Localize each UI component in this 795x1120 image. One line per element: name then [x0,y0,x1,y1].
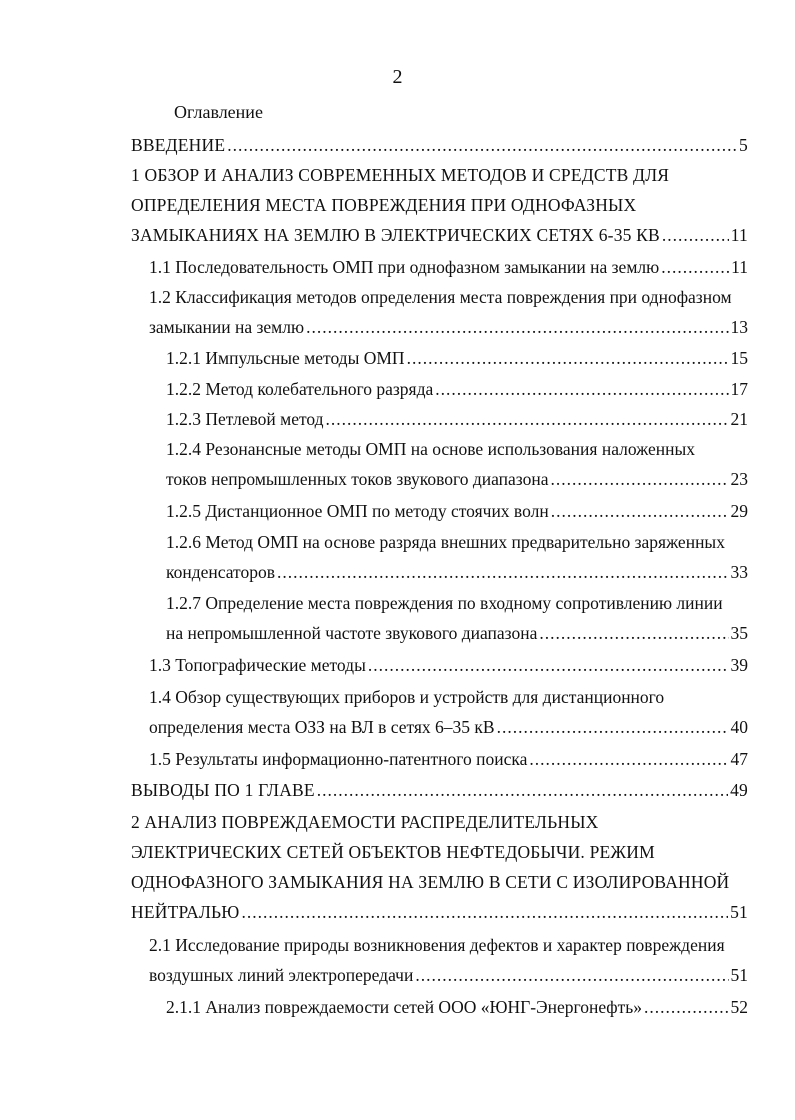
leader-dots [306,312,728,342]
toc-entry-title: токов непромышленных токов звукового диапазона [166,469,549,489]
leader-dots [497,712,729,742]
leader-dots [661,252,729,282]
toc-entry-title: на непромышленной частоте звукового диапазона [166,623,538,643]
leader-dots [644,992,728,1022]
toc-entry-title: 1.2.2 Метод колебательного разряда [166,379,434,399]
toc-entry-page: 47 [730,749,748,769]
toc-entry-chapter-2[interactable] [131,807,748,927]
toc-entry-title: воздушных линий электропередачи [149,965,414,985]
toc-entry-conclusions-1[interactable] [131,775,748,805]
toc-entry-title: определения места ОЗЗ на ВЛ в сетях 6–35 кВ [149,717,495,737]
toc-entry-section-1-1[interactable] [149,252,748,282]
toc-entry-page: 11 [730,225,748,245]
toc-entry-page: 39 [730,655,748,675]
leader-dots [415,960,728,990]
toc-entry-page: 51 [730,965,748,985]
toc-entry-page: 52 [730,997,748,1017]
toc-entry-title: 1.2.3 Петлевой метод [166,409,324,429]
toc-entry-page: 13 [730,317,748,337]
toc-entry-section-2-1-1[interactable] [166,992,748,1022]
toc-entry-title: 2.1.1 Анализ повреждаемости сетей ООО «ЮНГ-Энергонефть» [166,997,643,1017]
toc-entry-page: 49 [730,780,748,800]
toc-entry-page: 33 [730,562,748,582]
toc-entry-page: 15 [730,348,748,368]
toc-entry-title: 1.5 Результаты информационно-патентного поиска [149,749,528,769]
toc-entry-page: 35 [730,623,748,643]
toc-entry-page: 11 [731,257,748,277]
toc-entry-title: замыкании на землю [149,317,305,337]
toc-entry-section-1-5[interactable] [149,744,748,774]
leader-dots [326,404,729,434]
toc-entry-section-1-2-3[interactable] [166,404,748,434]
toc-entry-title: 1.2.6 Метод ОМП на основе разряда внешних предварительно заряженных [166,532,725,552]
toc-entry-title: 1.1 Последовательность ОМП при однофазном замыкании на землю [149,257,660,277]
toc-entry-section-1-2[interactable] [149,282,748,342]
leader-dots [529,744,728,774]
toc-entry-title: ОПРЕДЕЛЕНИЯ МЕСТА ПОВРЕЖДЕНИЯ ПРИ ОДНОФАЗНЫХ [131,195,637,215]
toc-entry-section-1-4[interactable] [149,682,748,742]
toc-entry-section-1-2-7[interactable] [166,588,748,648]
toc-entry-section-1-2-1[interactable] [166,343,748,373]
toc-entry-section-2-1[interactable] [149,930,748,990]
toc-entry-title: 1.2.4 Резонансные методы ОМП на основе использования наложенных [166,439,696,459]
toc-entry-title: 2.1 Исследование природы возникновения дефектов и характер повреждения [149,935,725,955]
toc-entry-page: 23 [730,469,748,489]
toc-entry-title: конденсаторов [166,562,275,582]
toc-entry-title: ЭЛЕКТРИЧЕСКИХ СЕТЕЙ ОБЪЕКТОВ НЕФТЕДОБЫЧИ. РЕЖИМ [131,842,655,862]
toc-entry-title: 1.3 Топографические методы [149,655,366,675]
toc-entry-title: ОДНОФАЗНОГО ЗАМЫКАНИЯ НА ЗЕМЛЮ В СЕТИ С ИЗОЛИРОВАННОЙ [131,872,730,892]
leader-dots [551,464,729,494]
toc-entry-section-1-2-4[interactable] [166,434,748,494]
toc-entry-title: ВВЕДЕНИЕ [131,135,226,155]
toc-entry-title: 1 ОБЗОР И АНАЛИЗ СОВРЕМЕННЫХ МЕТОДОВ И СРЕДСТВ ДЛЯ [131,165,670,185]
toc-title: Оглавление [174,102,263,122]
leader-dots [277,557,729,587]
toc-entry-section-1-2-6[interactable] [166,527,748,587]
toc-entry-page: 5 [739,135,748,155]
leader-dots [368,650,729,680]
toc-entry-title: 1.4 Обзор существующих приборов и устройств для дистанционного [149,687,665,707]
leader-dots [227,130,737,160]
toc-entry-page: 17 [730,379,748,399]
leader-dots [551,496,729,526]
toc-entry-introduction[interactable] [131,130,748,160]
toc-entry-page: 21 [730,409,748,429]
toc-entry-title: 1.2.5 Дистанционное ОМП по методу стоячих волн [166,501,549,521]
toc-entry-page: 51 [730,902,748,922]
toc-entry-section-1-3[interactable] [149,650,748,680]
leader-dots [662,220,729,250]
leader-dots [435,374,728,404]
toc-entry-chapter-1[interactable] [131,160,748,250]
leader-dots [242,897,729,927]
toc-entry-title: 2 АНАЛИЗ ПОВРЕЖДАЕМОСТИ РАСПРЕДЕЛИТЕЛЬНЫХ [131,812,599,832]
leader-dots [407,343,729,373]
toc-entry-page: 29 [730,501,748,521]
toc-entry-title: 1.2.1 Импульсные методы ОМП [166,348,405,368]
toc-entry-title: НЕЙТРАЛЬЮ [131,902,240,922]
leader-dots [317,775,728,805]
page-number: 2 [392,66,403,88]
toc-entry-title: 1.2.7 Определение места повреждения по входному сопротивлению линии [166,593,723,613]
toc-entry-title: ЗАМЫКАНИЯХ НА ЗЕМЛЮ В ЭЛЕКТРИЧЕСКИХ СЕТЯХ 6-35 КВ [131,225,660,245]
leader-dots [539,618,728,648]
toc-entry-section-1-2-5[interactable] [166,496,748,526]
toc-entry-page: 40 [730,717,748,737]
toc-entry-title: ВЫВОДЫ ПО 1 ГЛАВЕ [131,780,315,800]
toc-entry-title: 1.2 Классификация методов определения места повреждения при однофазном [149,287,732,307]
toc-entry-section-1-2-2[interactable] [166,374,748,404]
